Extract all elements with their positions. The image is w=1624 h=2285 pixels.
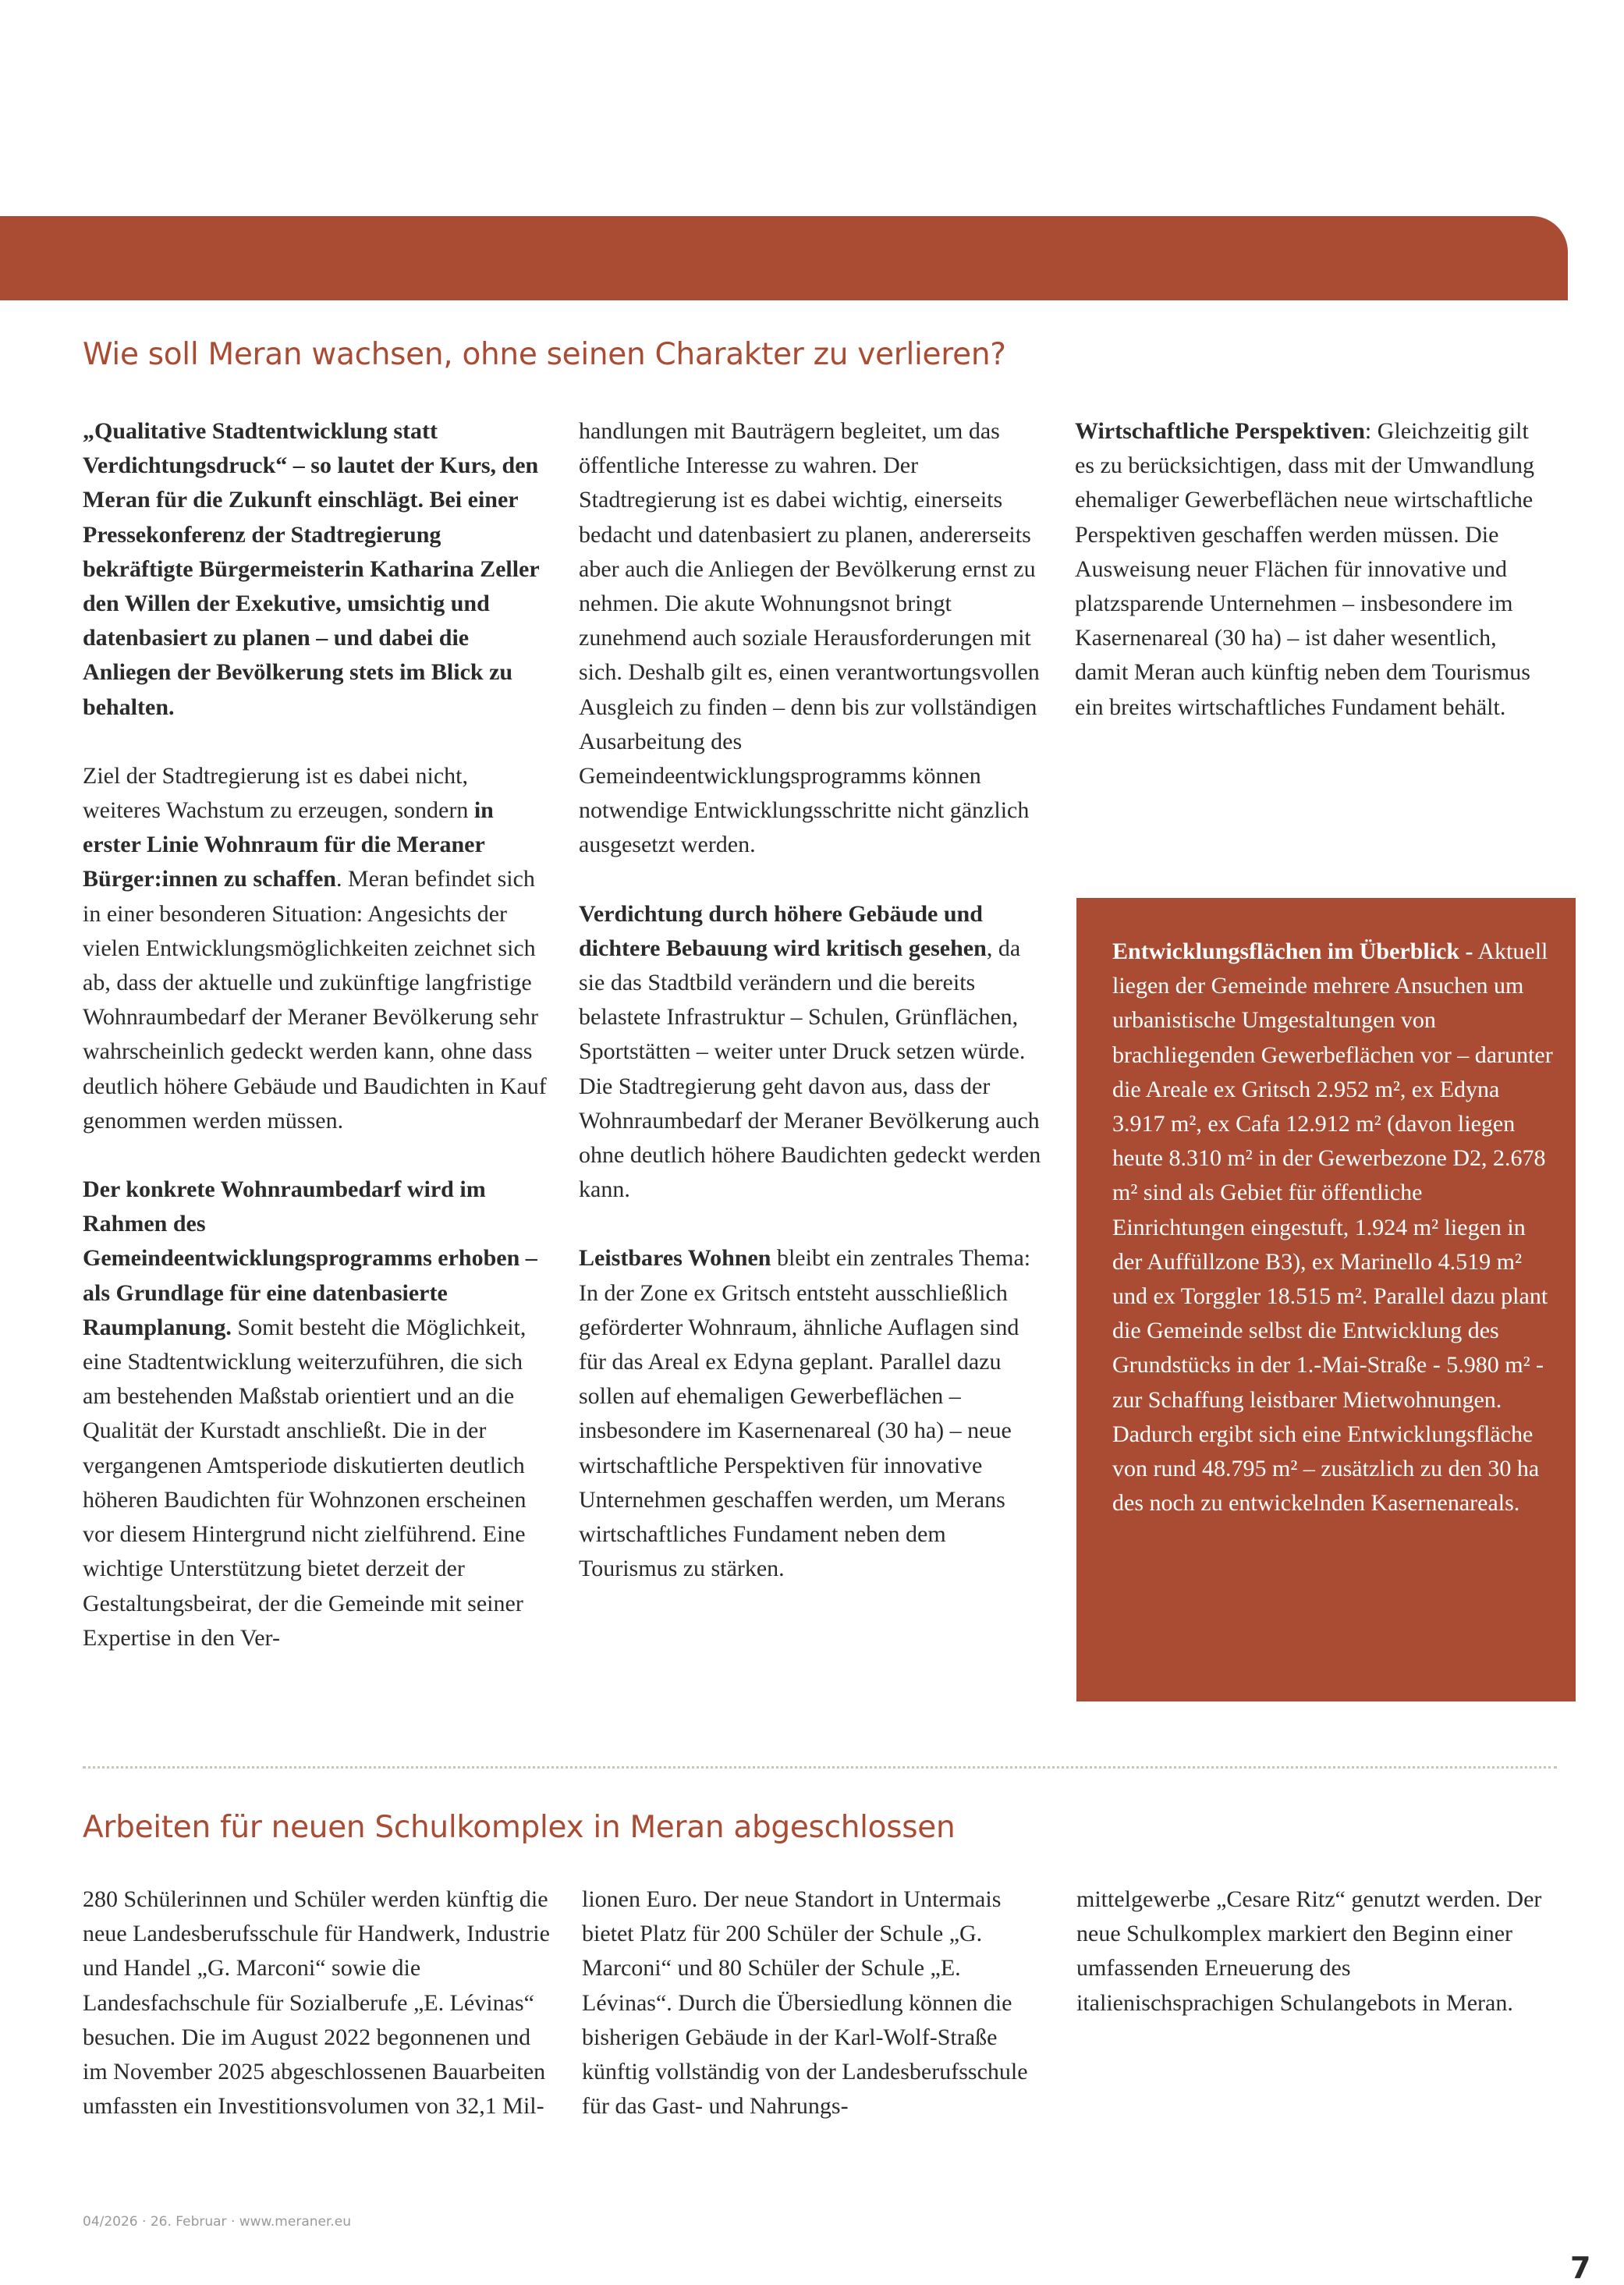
paragraph-text: . Meran befindet sich in einer besonderen Situation: Angesichts der vielen Entwicklungsmöglichkeiten zeichnet sich ab, dass der aktuelle und zukünftige langfristige Wohnraumbedarf der Meraner Bevölkerung sehr wahrscheinlich gedeckt werden kann, ohne dass deutlich höhere Gebäude und Baudichten in Kauf genommen werden müssen. (83, 866, 547, 1134)
article-paragraph: handlungen mit Bauträgern begleitet, um das öffentliche Interesse zu wahren. Der Stadtregierung ist es dabei wichtig, einerseits bedacht und datenbasiert zu planen, andererseits aber auch die Anliegen der Bevölkerung ernst zu nehmen. Die akute Wohnungsnot bringt zunehmend auch soziale Herausforderungen mit sich. Deshalb gilt es, einen verantwortungsvollen Ausgleich zu finden – denn bis zur vollständigen Ausarbeitung des Gemeindeentwicklungsprogramms können notwendige Entwicklungsschritte nicht gänzlich ausgesetzt werden. (579, 418, 1040, 858)
article-paragraph (83, 759, 551, 1138)
article-column-3 (1076, 1882, 1544, 2021)
article-paragraph: mittelgewerbe „Cesare Ritz“ genutzt werden. Der neue Schulkomplex markiert den Beginn einer umfassenden Erneuerung des italienischsprachigen Schulangebots in Meran. (1076, 1886, 1542, 2016)
article-headline: Wie soll Meran wachsen, ohne seinen Charakter zu verlieren? (83, 337, 1006, 372)
section-divider (83, 1766, 1557, 1769)
paragraph-text: , da sie das Stadtbild verändern und die bereits belastete Infrastruktur – Schulen, Grünflächen, Sportstätten – weiter unter Druck setzen würde. Die Stadtregierung geht davon aus, dass der Wohnraumbedarf der Meraner Bevölkerung auch ohne deutlich höhere Baudichten gedeckt werden kann. (579, 935, 1041, 1203)
article-headline: Arbeiten für neuen Schulkomplex in Meran abgeschlossen (83, 1810, 956, 1845)
paragraph-text: bleibt ein zentrales Thema: In der Zone ex Gritsch entsteht ausschließlich geförderter Wohnraum, ähnliche Auflagen sind für das Areal ex Edyna geplant. Parallel dazu sollen auf ehemaligen Gewerbeflächen – insbesondere im Kasernenareal (30 ha) – neue wirtschaftliche Perspektiven für innovative Unternehmen geschaffen werden, um Merans wirtschaftliches Fundament neben dem Tourismus zu stärken. (579, 1245, 1031, 1582)
lead-text: „Qualitative Stadtentwicklung statt Verdichtungsdruck“ – so lautet der Kurs, den Meran für die Zukunft einschlägt. Bei einer Pressekonferenz der Stadtregierung bekräftigte Bürgermeisterin Katharina Zeller den Willen der Exekutive, umsichtig und datenbasiert zu planen – und dabei die Anliegen der Bevölkerung stets im Blick zu behalten. (83, 418, 540, 720)
article-paragraph (579, 897, 1047, 1208)
article-paragraph (83, 1173, 551, 1655)
info-box-paragraph (1112, 935, 1557, 1520)
paragraph-emphasis: Leistbares Wohnen (579, 1245, 771, 1272)
article-paragraph: lionen Euro. Der neue Standort in Untermais bietet Platz für 200 Schüler der Schule „G. Marconi“ und 80 Schüler der Schule „E. Lévinas“. Durch die Übersiedlung können die bisherigen Gebäude in der Karl-Wolf-Straße künftig vollständig von der Landesberufsschule für das Gast- und Nahrungs- (582, 1886, 1028, 2120)
article-column-3 (1075, 414, 1543, 725)
info-box-title: Entwicklungsflächen im Überblick - (1112, 938, 1473, 964)
page-number: 7 (1570, 2251, 1591, 2285)
article-paragraph (579, 1241, 1047, 1586)
paragraph-emphasis: in erster Linie Wohnraum für die Meraner Bürger:innen zu schaffen (83, 797, 494, 892)
paragraph-text: Somit besteht die Möglichkeit, eine Stadtentwicklung weiterzuführen, die sich am bestehenden Maßstab orientiert und an die Qualität der Kurstadt anschließt. Die in der vergangenen Amtsperiode diskutierten deutlich höheren Baudichten für Wohnzonen erscheinen vor diesem Hintergrund nicht zielführend. Eine wichtige Unterstützung bietet derzeit der Gestaltungsbeirat, der die Gemeinde mit seiner Expertise in den Ver- (83, 1314, 527, 1651)
paragraph-emphasis: Verdichtung durch höhere Gebäude und dichtere Bebauung wird kritisch gesehen (579, 900, 987, 961)
info-box-content (1112, 935, 1557, 1520)
footer-issue-info: 04/2026 · 26. Februar · www.meraner.eu (83, 2214, 352, 2230)
article-column-1 (83, 414, 551, 1655)
article-column-1 (83, 1882, 551, 2124)
paragraph-text: : Gleichzeitig gilt es zu berücksichtigen, dass mit der Umwandlung ehemaliger Gewerbeflächen neue wirtschaftliche Perspektiven geschaffen werden müssen. Die Ausweisung neuer Flächen für innovative und platzsparende Unternehmen – insbesondere im Kasernenareal (30 ha) – ist daher wesentlich, damit Meran auch künftig neben dem Tourismus ein breites wirtschaftliches Fundament behält. (1075, 418, 1535, 720)
paragraph-emphasis: Wirtschaftliche Perspektiven (1075, 418, 1365, 444)
article-column-2 (582, 1882, 1050, 2124)
info-box-text: Aktuell liegen der Gemeinde mehrere Ansuchen um urbanistische Umgestaltungen von brachliegenden Gewerbeflächen vor – darunter die Areale ex Gritsch 2.952 m², ex Edyna 3.917 m², ex Cafa 12.912 m² (davon liegen heute 8.310 m² in der Gewerbezone D2, 2.678 m² sind als Gebiet für öffentliche Einrichtungen eingestuft, 1.924 m² liegen in der Auffüllzone B3), ex Marinello 4.519 m² und ex Torggler 18.515 m². Parallel dazu plant die Gemeinde selbst die Entwicklung des Grundstücks in der 1.-Mai-Straße - 5.980 m² - zur Schaffung leistbarer Mietwohnungen. Dadurch ergibt sich eine Entwicklungsfläche von rund 48.795 m² – zusätzlich zu den 30 ha des noch zu entwickelnden Kasernenareals. (1112, 938, 1553, 1517)
article-paragraph: 280 Schülerinnen und Schüler werden künftig die neue Landesberufsschule für Handwerk, Industrie und Handel „G. Marconi“ sowie die Landesfachschule für Sozialberufe „E. Lévinas“ besuchen. Die im August 2022 begonnenen und im November 2025 abgeschlossenen Bauarbeiten umfassten ein Investitionsvolumen von 32,1 Mil- (83, 1886, 550, 2120)
article-column-2 (579, 414, 1047, 1587)
header-band (0, 216, 1568, 300)
paragraph-emphasis: Der konkrete Wohnraumbedarf wird im Rahmen des Gemeindeentwicklungsprogramms erhoben – als Grundlage für eine datenbasierte Raumplanung. (83, 1176, 537, 1340)
info-box (1076, 898, 1576, 1701)
paragraph-text: Ziel der Stadtregierung ist es dabei nicht, weiteres Wachstum zu erzeugen, sondern (83, 762, 474, 824)
article-paragraph (1075, 414, 1543, 725)
article-lead (83, 414, 551, 725)
